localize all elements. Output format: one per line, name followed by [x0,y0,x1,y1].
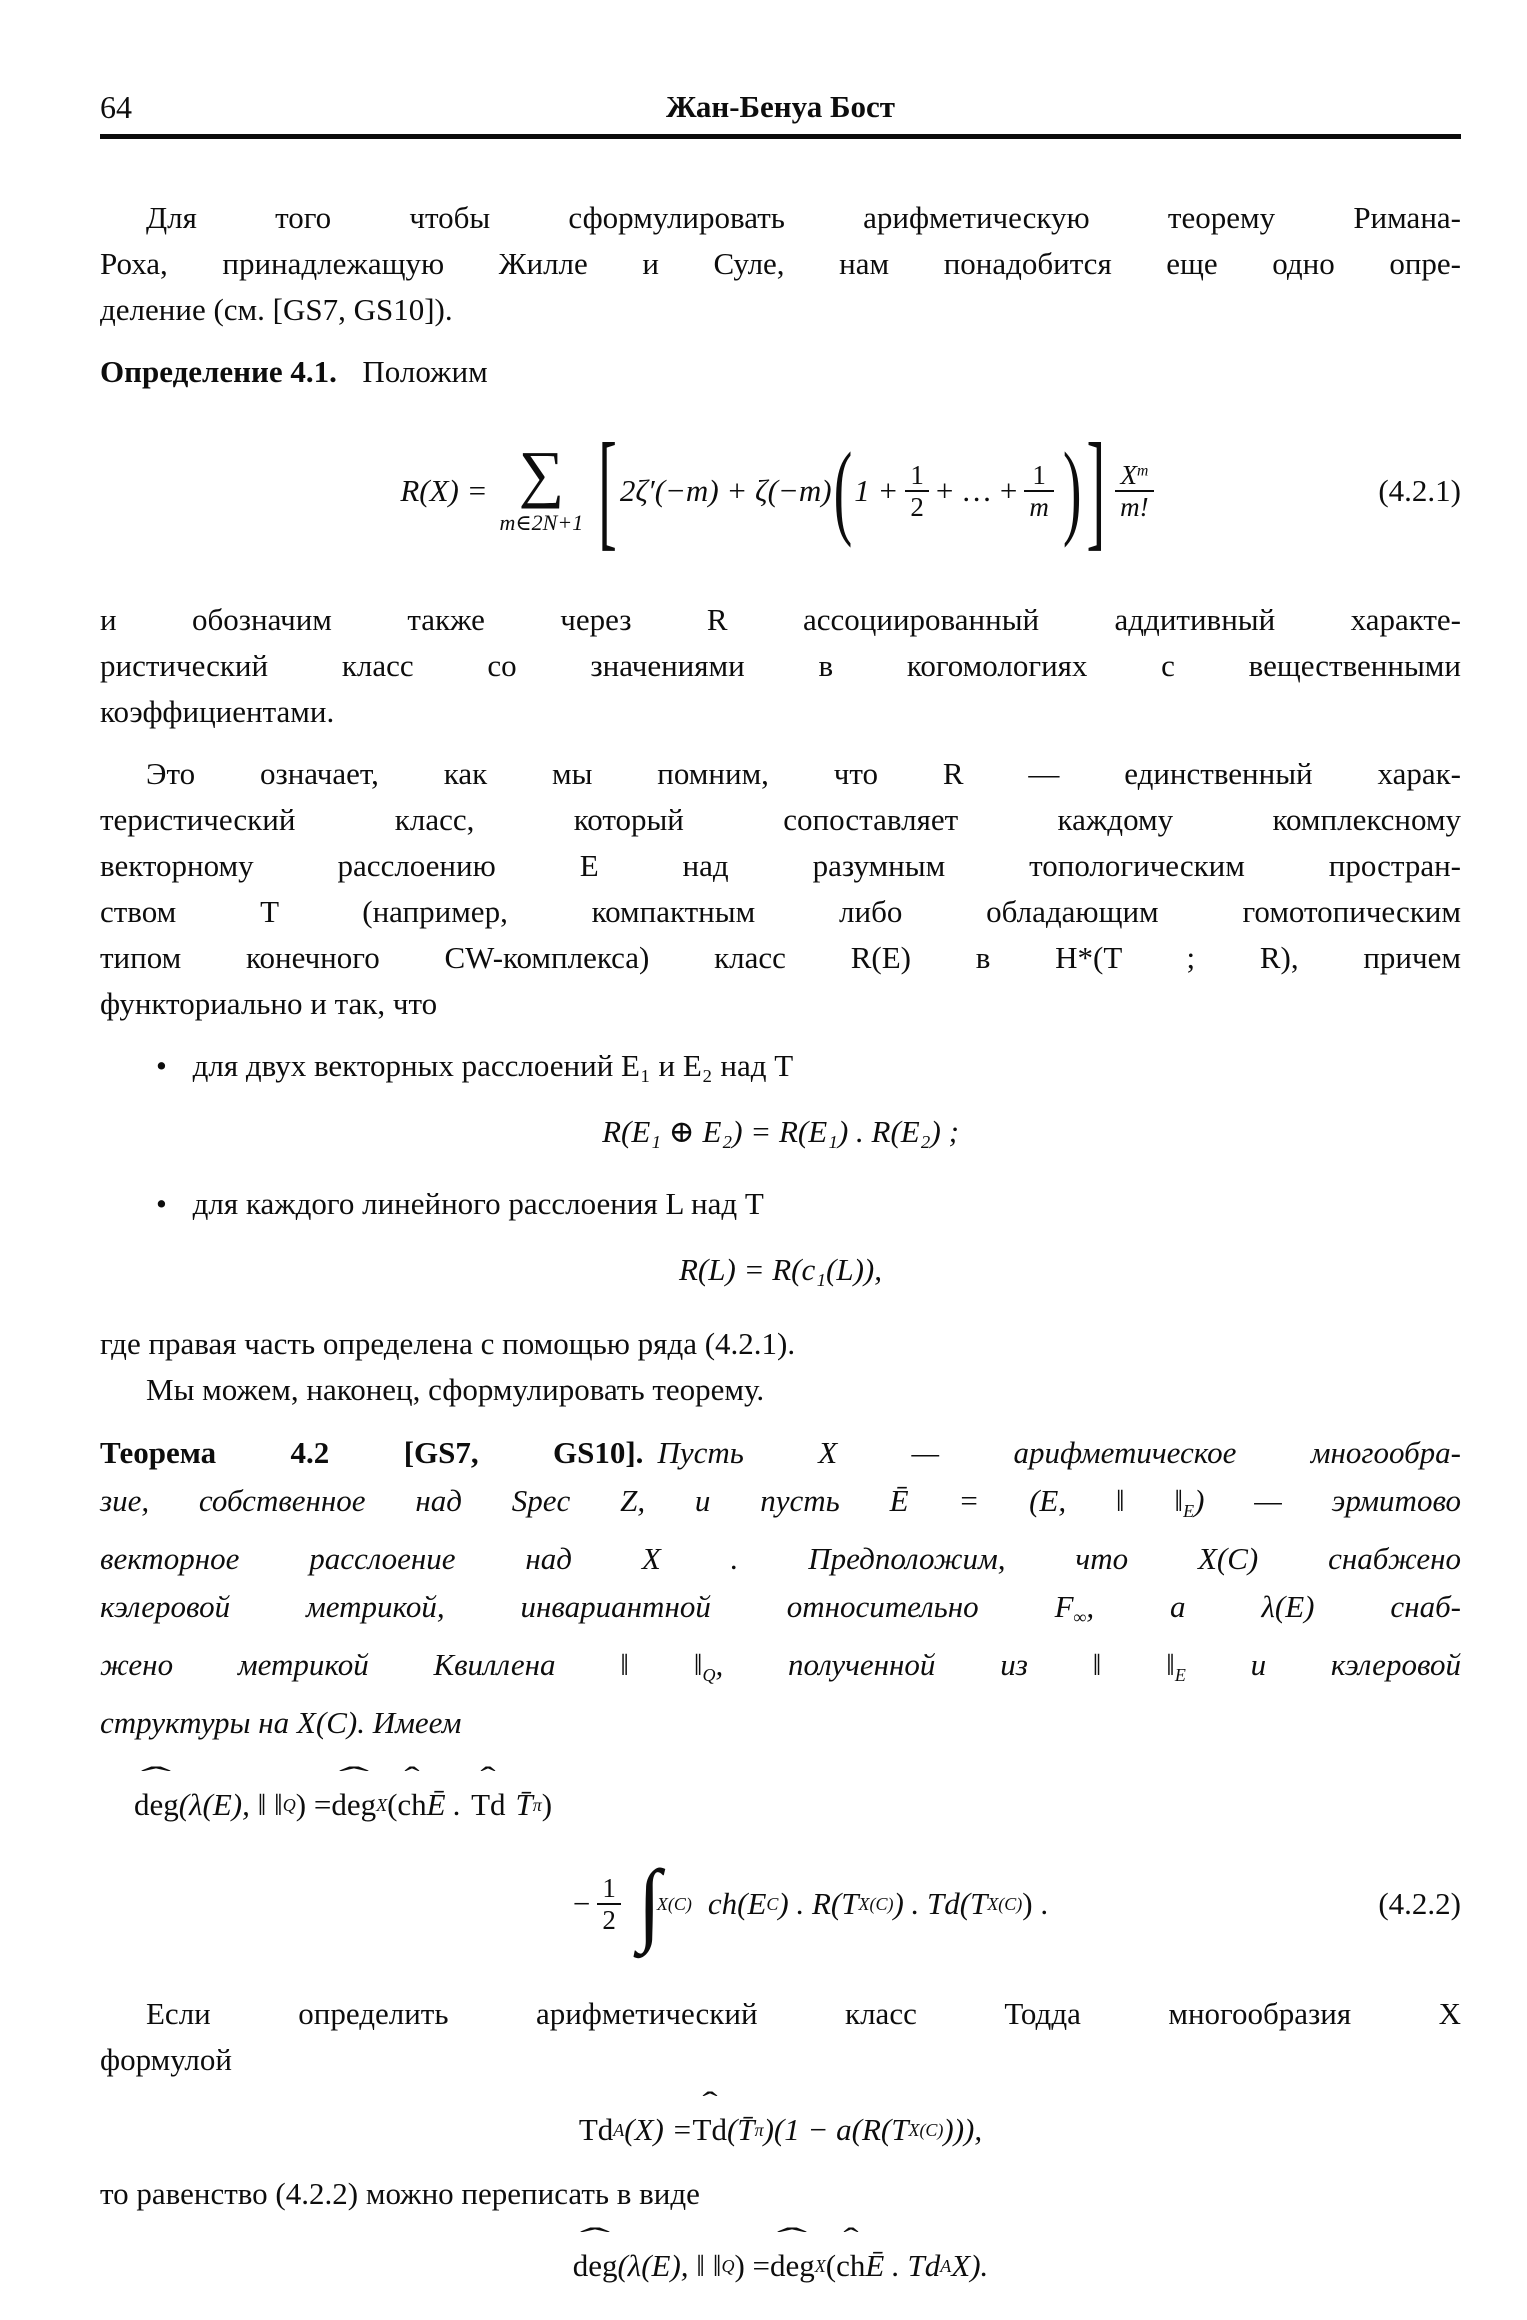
paren: ( [387,1786,398,1822]
theorem-text: Пусть X — арифметическое многообра- [657,1435,1461,1470]
formula-part: ))), [943,2111,983,2147]
formula-part: Ē . Td [865,2247,941,2283]
deg-hat [572,2222,618,2289]
text-line [100,1699,1461,1747]
denominator: 2 [905,490,929,522]
paragraph-intro [100,195,1461,333]
formula-part: ) . Td(T [893,1885,988,1921]
theorem-text: жено метрикой Квиллена ‖ ‖ [100,1646,703,1682]
theorem-4-2 [100,1429,1461,1747]
text-line: Мы можем, наконец, сформулировать теорему. [146,1372,765,1407]
page-number: 64 [100,89,132,125]
c-subscript: C [766,1893,779,1914]
formula-part: Ē . [426,1786,462,1822]
q-subscript: Q [282,1794,296,1815]
equation-number: (4.2.1) [1378,473,1461,508]
x-base: X [1120,459,1138,490]
bullet-text: для каждого линейного расслоения L над T [192,1186,764,1221]
formula-part: X). [951,2247,989,2283]
summation [499,438,584,536]
td-text: Td [471,1786,506,1822]
paren: ) [541,1786,553,1822]
q-subscript: Q [721,2255,735,2276]
paragraph-r-class [100,597,1461,735]
equals: ) = [295,1786,332,1822]
integral-domain: X(C) [656,1893,692,1914]
formula-4-2-2-line1 [100,1761,1461,1837]
paragraph-where [100,1321,1461,1413]
theorem-text: структуры на X(C). Имеем [100,1704,462,1740]
fraction-one-half [597,1873,621,1935]
norm-subscript: E [1183,1500,1195,1521]
formula-final [100,2222,1461,2299]
fraction-x-power [1115,460,1154,522]
theorem-text: , полученной из ‖ ‖ [715,1646,1175,1682]
formula-lhs: R(X) = [400,473,488,508]
norm-subscript: E [1174,1664,1186,1685]
one-plus: 1 + [854,473,899,508]
text-line: и обозначим также через R ассоциированный аддитивный характе- [100,602,1461,637]
definition-text: Положим [362,354,488,389]
text-line: ристический класс со значениями в когомологиях с вещественными [100,648,1461,683]
fraction-one-m [1024,460,1054,522]
deg-hat [770,2222,815,2289]
formula-part: (X) = [624,2111,693,2147]
deg-hat [134,1761,179,1828]
page-header [100,84,1461,126]
theorem-text: кэлеровой метрикой, инвариантной относительно F [100,1588,1074,1624]
header-rule [100,134,1461,139]
formula-part: (λ(E), ‖ ‖ [178,1786,283,1822]
hat-icon: ˆ [141,1761,172,1794]
deg-hat [331,1761,377,1828]
text-line: типом конечного CW-комплекса) класс R(E) в H*(T ; R), причем [100,940,1461,975]
bullet-item-2 [100,1181,1461,1227]
bullet-icon: • [156,1048,167,1083]
formula-line-bundle [100,1247,1461,1293]
deg-text: deg [572,2247,618,2283]
text-line: формулой [100,2041,232,2077]
deg-text: deg [134,1786,179,1822]
text-line [100,1641,1461,1699]
bullet-icon: • [156,1186,167,1221]
formula-direct-sum [100,1109,1461,1155]
deg-text: deg [331,1786,377,1822]
xc-subscript: X(C) [987,1893,1023,1914]
running-head: Жан-Бенуа Бост [665,89,895,124]
paragraph-rewrite [100,2171,1461,2217]
denominator: 2 [597,1903,621,1935]
theorem-text: зие, собственное над Spec Z, и пусть Ē = (E, ‖ ‖ [100,1483,1184,1518]
formula-part: ) . [1022,1885,1049,1921]
hat-icon: ˆ [480,1761,496,1794]
formula-text: R(L) = R(c₁(L)), [679,1252,882,1287]
text-line: коэффициентами. [100,694,335,729]
definition-label: Определение 4.1. [100,354,337,389]
td-text: Td [692,2111,727,2147]
formula-part: (T̄ [726,2111,755,2147]
ch-hat [836,2222,866,2289]
theorem-text: и кэлеровой [1185,1646,1461,1682]
formula-part: ) . R(T [778,1885,859,1921]
denominator: m [1024,490,1054,522]
text-line: деление (см. [GS7, GS10]). [100,292,453,327]
text-line [100,1477,1461,1535]
hat-icon: ˆ [404,1761,420,1794]
x-subscript: X [376,1794,388,1815]
sum-symbol: ∑ [518,438,565,509]
minus-sign: − [572,1885,591,1921]
formula-part: (λ(E), ‖ ‖ [617,2247,722,2283]
text-line: то равенство (4.2.2) можно переписать в виде [100,2175,700,2211]
text-line: векторному расслоению E над разумным топологическим простран- [100,848,1461,883]
text-line: Для того чтобы сформулировать арифметическую теорему Римана- [146,200,1461,235]
numerator: 1 [1032,459,1046,490]
plus-dots: + … + [935,473,1018,508]
paren: ( [825,2247,837,2283]
sum-subscript: m∈2N+1 [499,510,584,535]
paragraph-todd [100,1991,1461,2083]
formula-todd-class [100,2086,1461,2165]
formula-4-2-1: R(X) = ∑ m∈2N+1 [ 2ζ′(−m) + ζ(−m) ( 1 + $\frac{1}{2}$ + … + $\frac{1}{m}$ ) ] $\frac{X^m}{m!}$ (4.2.1) [400,418,1461,564]
text-line: Роха, принадлежащую Жилле и Суле, нам понадобится еще одно опре- [100,246,1461,281]
definition-heading [100,349,1461,395]
t-bar: T̄ [515,1786,533,1822]
ch-text: ch [397,1786,427,1822]
formula-text: R(E₁ ⊕ E₂) = R(E₁) . R(E₂) ; [602,1114,959,1149]
text-line: где правая часть определена с помощью ряда (4.2.1). [100,1326,796,1361]
theorem-text: ) — эрмитово [1194,1483,1461,1518]
infinity-subscript: ∞ [1073,1606,1087,1627]
formula-part: ch(E [707,1885,767,1921]
bullet-text: для двух векторных расслоений E₁ и E₂ над T [192,1048,794,1083]
hat-icon: ˆ [777,2222,808,2255]
text-line [100,1583,1461,1641]
text-line [100,1429,1461,1477]
xc-subscript: X(C) [858,1893,894,1914]
ch-text: ch [836,2247,866,2283]
fraction-one-half [905,460,929,522]
td-hat [692,2086,727,2153]
equals: ) = [734,2247,771,2283]
pi-subscript: π [532,1794,542,1815]
a-superscript: A [613,2119,625,2140]
theorem-text: , а λ(E) снаб- [1086,1588,1461,1624]
pi-subscript: π [754,2119,764,2140]
numerator [1116,460,1154,490]
a-superscript: A [940,2255,952,2276]
numerator: 1 [602,1872,616,1903]
hat-icon: ˆ [338,1761,369,1794]
text-line: Если определить арифметический класс Тодда многообразия X [146,1995,1461,2031]
formula-part: )(1 − a(R(T [763,2111,909,2147]
td-hat [471,1761,506,1828]
zeta-terms: 2ζ′(−m) + ζ(−m) [619,473,832,508]
numerator: 1 [910,459,924,490]
text-line: теристический класс, который сопоставляет каждому комплексному [100,802,1461,837]
ch-hat [397,1761,427,1828]
x-subscript: X [814,2255,826,2276]
paragraph-meaning [100,751,1461,1027]
theorem-text: векторное расслоение над X . Предположим, что X(C) снабжено [100,1540,1461,1576]
hat-icon: ˆ [843,2222,859,2255]
m-exponent: m [1137,462,1149,480]
formula-4-2-2-line2: − $\frac{1}{2}$ ∫ X(C) ch(E C ) . R(T X(C) ) . Td(T X(C) ) . (4.2.2) [572,1852,1461,1955]
td-text: Td [578,2111,614,2147]
text-line: Это означает, как мы помним, что R — единственный харак- [146,756,1461,791]
theorem-label: Теорема 4.2 [GS7, GS10]. [100,1435,644,1470]
hat-icon: ˆ [579,2222,611,2255]
xc-subscript: X(C) [908,2119,944,2140]
norm-subscript: Q [702,1664,716,1685]
bullet-item-1 [100,1043,1461,1089]
text-line: ством T (например, компактным либо обладающим гомотопическим [100,894,1461,929]
deg-text: deg [770,2247,815,2283]
denominator: m! [1115,490,1154,522]
text-line: функториально и так, что [100,986,438,1021]
equation-number: (4.2.2) [1378,1885,1461,1921]
hat-icon: ˆ [702,2086,718,2119]
text-line [100,1535,1461,1583]
